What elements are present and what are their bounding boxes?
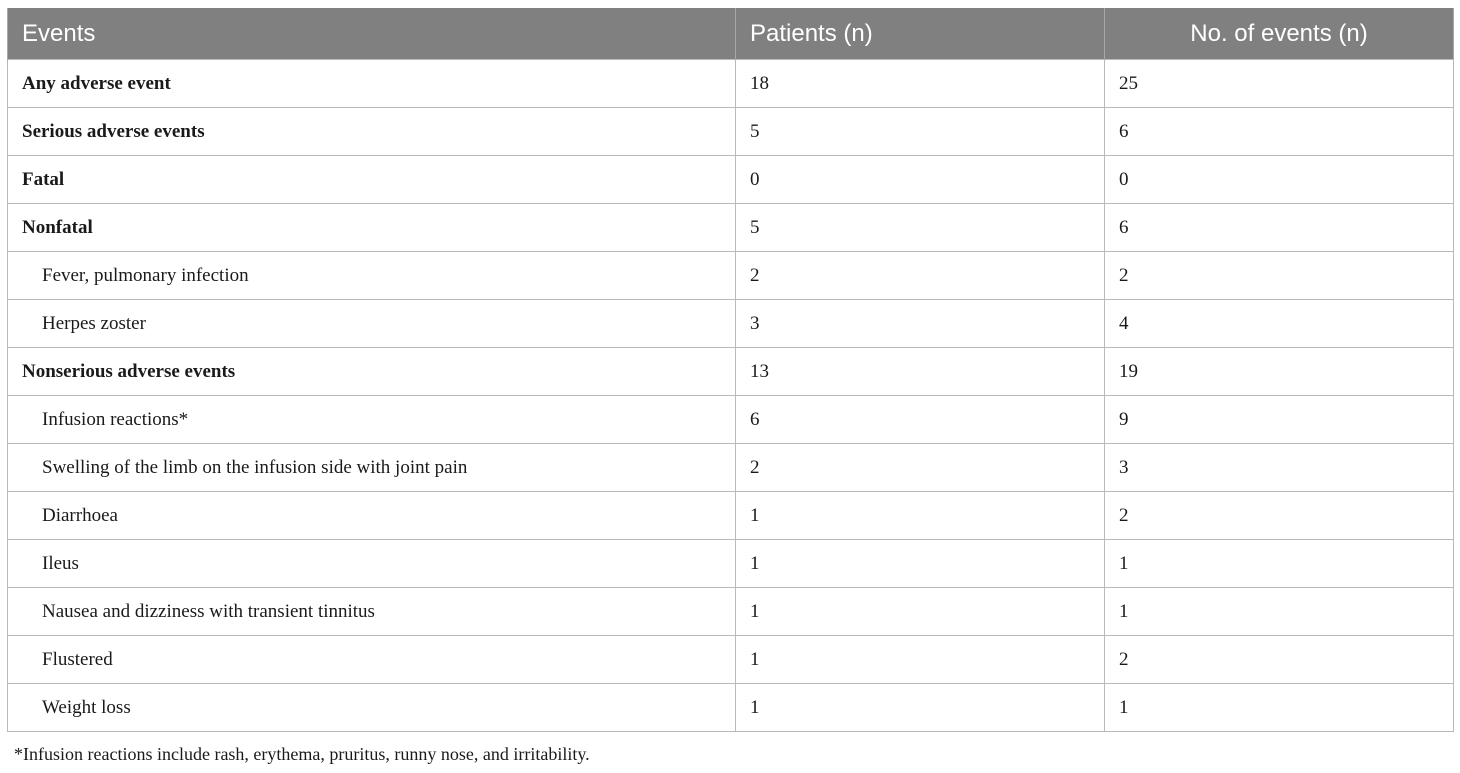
events-count-cell: 2 xyxy=(1105,492,1454,540)
events-count-cell: 9 xyxy=(1105,396,1454,444)
adverse-events-table-container xyxy=(7,8,1453,732)
events-count-cell: 4 xyxy=(1105,300,1454,348)
event-name-cell: Infusion reactions* xyxy=(8,396,736,444)
table-row xyxy=(8,396,1454,444)
table-row xyxy=(8,252,1454,300)
event-name-cell: Swelling of the limb on the infusion side with joint pain xyxy=(8,444,736,492)
events-count-cell: 1 xyxy=(1105,588,1454,636)
patients-count-cell: 1 xyxy=(736,540,1105,588)
event-name-cell: Flustered xyxy=(8,636,736,684)
events-count-cell: 2 xyxy=(1105,636,1454,684)
table-row xyxy=(8,108,1454,156)
adverse-events-table xyxy=(7,8,1454,732)
patients-count-cell: 3 xyxy=(736,300,1105,348)
patients-count-cell: 1 xyxy=(736,684,1105,732)
event-name-cell: Fever, pulmonary infection xyxy=(8,252,736,300)
patients-count-cell: 2 xyxy=(736,252,1105,300)
header-row xyxy=(8,8,1454,60)
patients-count-cell: 1 xyxy=(736,588,1105,636)
event-name-cell: Serious adverse events xyxy=(8,108,736,156)
event-name-cell: Nonserious adverse events xyxy=(8,348,736,396)
column-header-events: Events xyxy=(8,8,736,60)
patients-count-cell: 0 xyxy=(736,156,1105,204)
patients-count-cell: 13 xyxy=(736,348,1105,396)
events-count-cell: 25 xyxy=(1105,60,1454,108)
column-header-number-of-events: No. of events (n) xyxy=(1105,8,1454,60)
patients-count-cell: 18 xyxy=(736,60,1105,108)
patients-count-cell: 1 xyxy=(736,492,1105,540)
events-count-cell: 6 xyxy=(1105,108,1454,156)
patients-count-cell: 1 xyxy=(736,636,1105,684)
table-footnote: *Infusion reactions include rash, erythema, pruritus, runny nose, and irritability. xyxy=(14,744,590,764)
event-name-cell: Nausea and dizziness with transient tinnitus xyxy=(8,588,736,636)
table-row xyxy=(8,204,1454,252)
events-count-cell: 3 xyxy=(1105,444,1454,492)
patients-count-cell: 5 xyxy=(736,108,1105,156)
patients-count-cell: 2 xyxy=(736,444,1105,492)
patients-count-cell: 6 xyxy=(736,396,1105,444)
events-count-cell: 1 xyxy=(1105,684,1454,732)
table-header xyxy=(8,8,1454,60)
event-name-cell: Any adverse event xyxy=(8,60,736,108)
events-count-cell: 2 xyxy=(1105,252,1454,300)
table-row xyxy=(8,156,1454,204)
table-row xyxy=(8,60,1454,108)
table-row xyxy=(8,636,1454,684)
event-name-cell: Herpes zoster xyxy=(8,300,736,348)
table-row xyxy=(8,540,1454,588)
event-name-cell: Ileus xyxy=(8,540,736,588)
table-row xyxy=(8,300,1454,348)
table-row xyxy=(8,492,1454,540)
table-row xyxy=(8,348,1454,396)
event-name-cell: Weight loss xyxy=(8,684,736,732)
events-count-cell: 0 xyxy=(1105,156,1454,204)
event-name-cell: Fatal xyxy=(8,156,736,204)
table-row xyxy=(8,444,1454,492)
event-name-cell: Diarrhoea xyxy=(8,492,736,540)
event-name-cell: Nonfatal xyxy=(8,204,736,252)
table-body xyxy=(8,60,1454,732)
events-count-cell: 1 xyxy=(1105,540,1454,588)
table-row xyxy=(8,588,1454,636)
events-count-cell: 19 xyxy=(1105,348,1454,396)
column-header-patients: Patients (n) xyxy=(736,8,1105,60)
events-count-cell: 6 xyxy=(1105,204,1454,252)
patients-count-cell: 5 xyxy=(736,204,1105,252)
table-row xyxy=(8,684,1454,732)
